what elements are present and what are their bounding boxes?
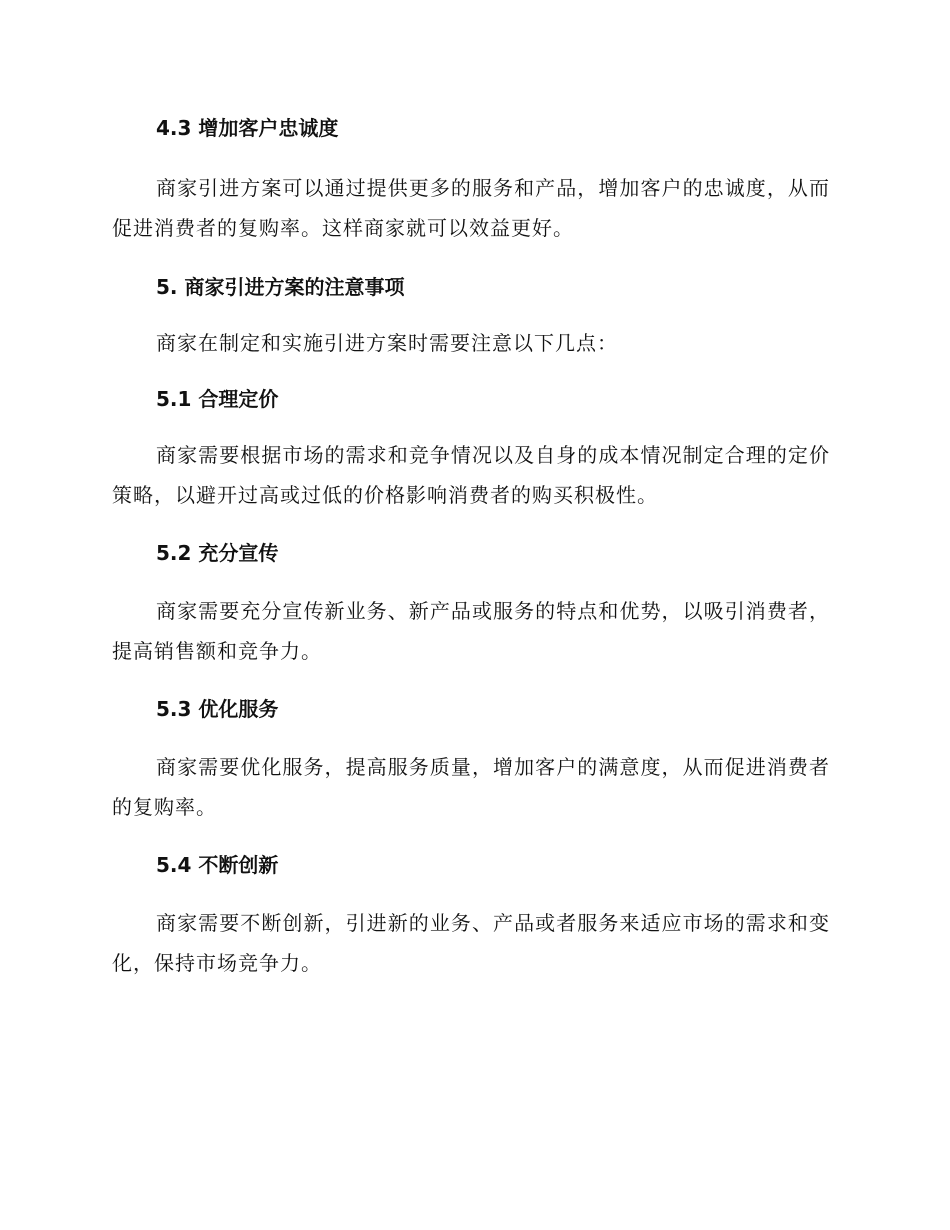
document-content [112, 110, 830, 983]
section-5-3-paragraph: 商家需要优化服务，提高服务质量，增加客户的满意度，从而促进消费者的复购率。 [112, 755, 830, 819]
section-4-3-paragraph: 商家引进方案可以通过提供更多的服务和产品，增加客户的忠诚度，从而促进消费者的复购率。这样商家就可以效益更好。 [112, 176, 830, 240]
section-5-1-paragraph: 商家需要根据市场的需求和竞争情况以及自身的成本情况制定合理的定价策略，以避开过高或过低的价格影响消费者的购买积极性。 [112, 443, 830, 507]
section-5-1-heading: 5.1 合理定价 [156, 387, 279, 411]
section-5-3-heading: 5.3 优化服务 [156, 697, 279, 721]
section-5-4-heading: 5.4 不断创新 [156, 853, 279, 877]
section-5-heading: 5. 商家引进方案的注意事项 [156, 275, 405, 299]
section-5-2-heading: 5.2 充分宣传 [156, 541, 279, 565]
section-5-2-paragraph: 商家需要充分宣传新业务、新产品或服务的特点和优势，以吸引消费者，提高销售额和竞争力。 [112, 599, 830, 663]
section-4-3-heading: 4.3 增加客户忠诚度 [156, 116, 339, 140]
section-5-intro-paragraph: 商家在制定和实施引进方案时需要注意以下几点： [156, 331, 618, 355]
section-5-4-paragraph: 商家需要不断创新，引进新的业务、产品或者服务来适应市场的需求和变化，保持市场竞争力。 [112, 911, 830, 975]
